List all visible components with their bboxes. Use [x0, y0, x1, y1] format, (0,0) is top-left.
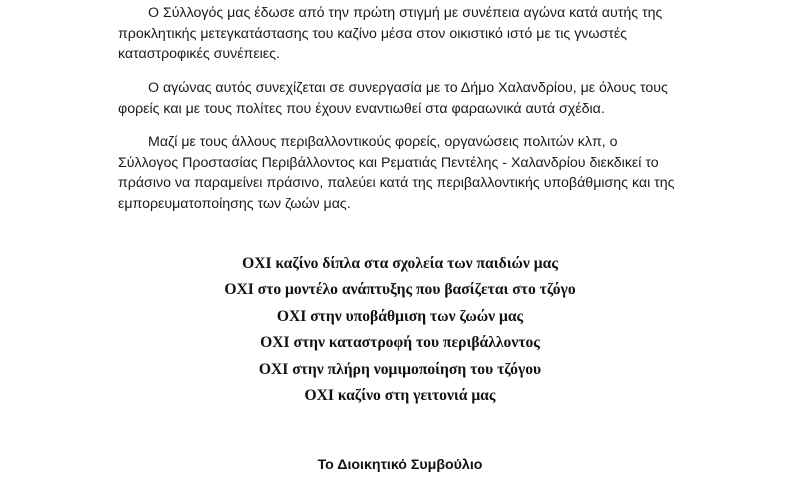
signature-board: Το Διοικητικό Συμβούλιο	[317, 457, 483, 473]
slogan-3: ΟΧΙ στην υποβάθμιση των ζωών μας	[276, 307, 524, 325]
slogan-6: ΟΧΙ καζίνο στη γειτονιά μας	[304, 387, 496, 405]
slogan-list	[0, 251, 800, 409]
slogan-2: ΟΧΙ στο μοντέλο ανάπτυξης που βασίζεται στο τζόγο	[224, 281, 576, 299]
body-paragraph-3: Μαζί με τους άλλους περιβαλλοντικούς φορείς, οργανώσεις πολιτών κλπ, ο Σύλλογος Προστασίας Περιβάλλοντος και Ρεματιάς Πεντέλης - Χαλανδρίου διεκδικεί το πράσινο να παραμείνει πράσινο, παλεύει κατά της περιβαλλοντικής υποβάθμισης και της εμπορευματοποίησης των ζωών μας.	[118, 134, 675, 212]
slogan-5: ΟΧΙ στην πλήρη νομιμοποίηση του τζόγου	[258, 360, 542, 378]
body-paragraph-1: Ο Σύλλογός μας έδωσε από την πρώτη στιγμή με συνέπεια αγώνα κατά αυτής της προκλητικής μετεγκατάστασης του καζίνο μέσα στον οικιστικό ιστό με τις γνωστές καταστροφικές συνέπειες.	[118, 5, 663, 62]
slogan-4: ΟΧΙ στην καταστροφή του περιβάλλοντος	[260, 334, 540, 352]
body-paragraph-2: Ο αγώνας αυτός συνεχίζεται σε συνεργασία με το Δήμο Χαλανδρίου, με όλους τους φορείς και με τους πολίτες που έχουν εναντιωθεί στα φαραωνικά αυτά σχέδια.	[118, 80, 668, 117]
slogan-1: ΟΧΙ καζίνο δίπλα στα σχολεία των παιδιών μας	[242, 255, 558, 272]
